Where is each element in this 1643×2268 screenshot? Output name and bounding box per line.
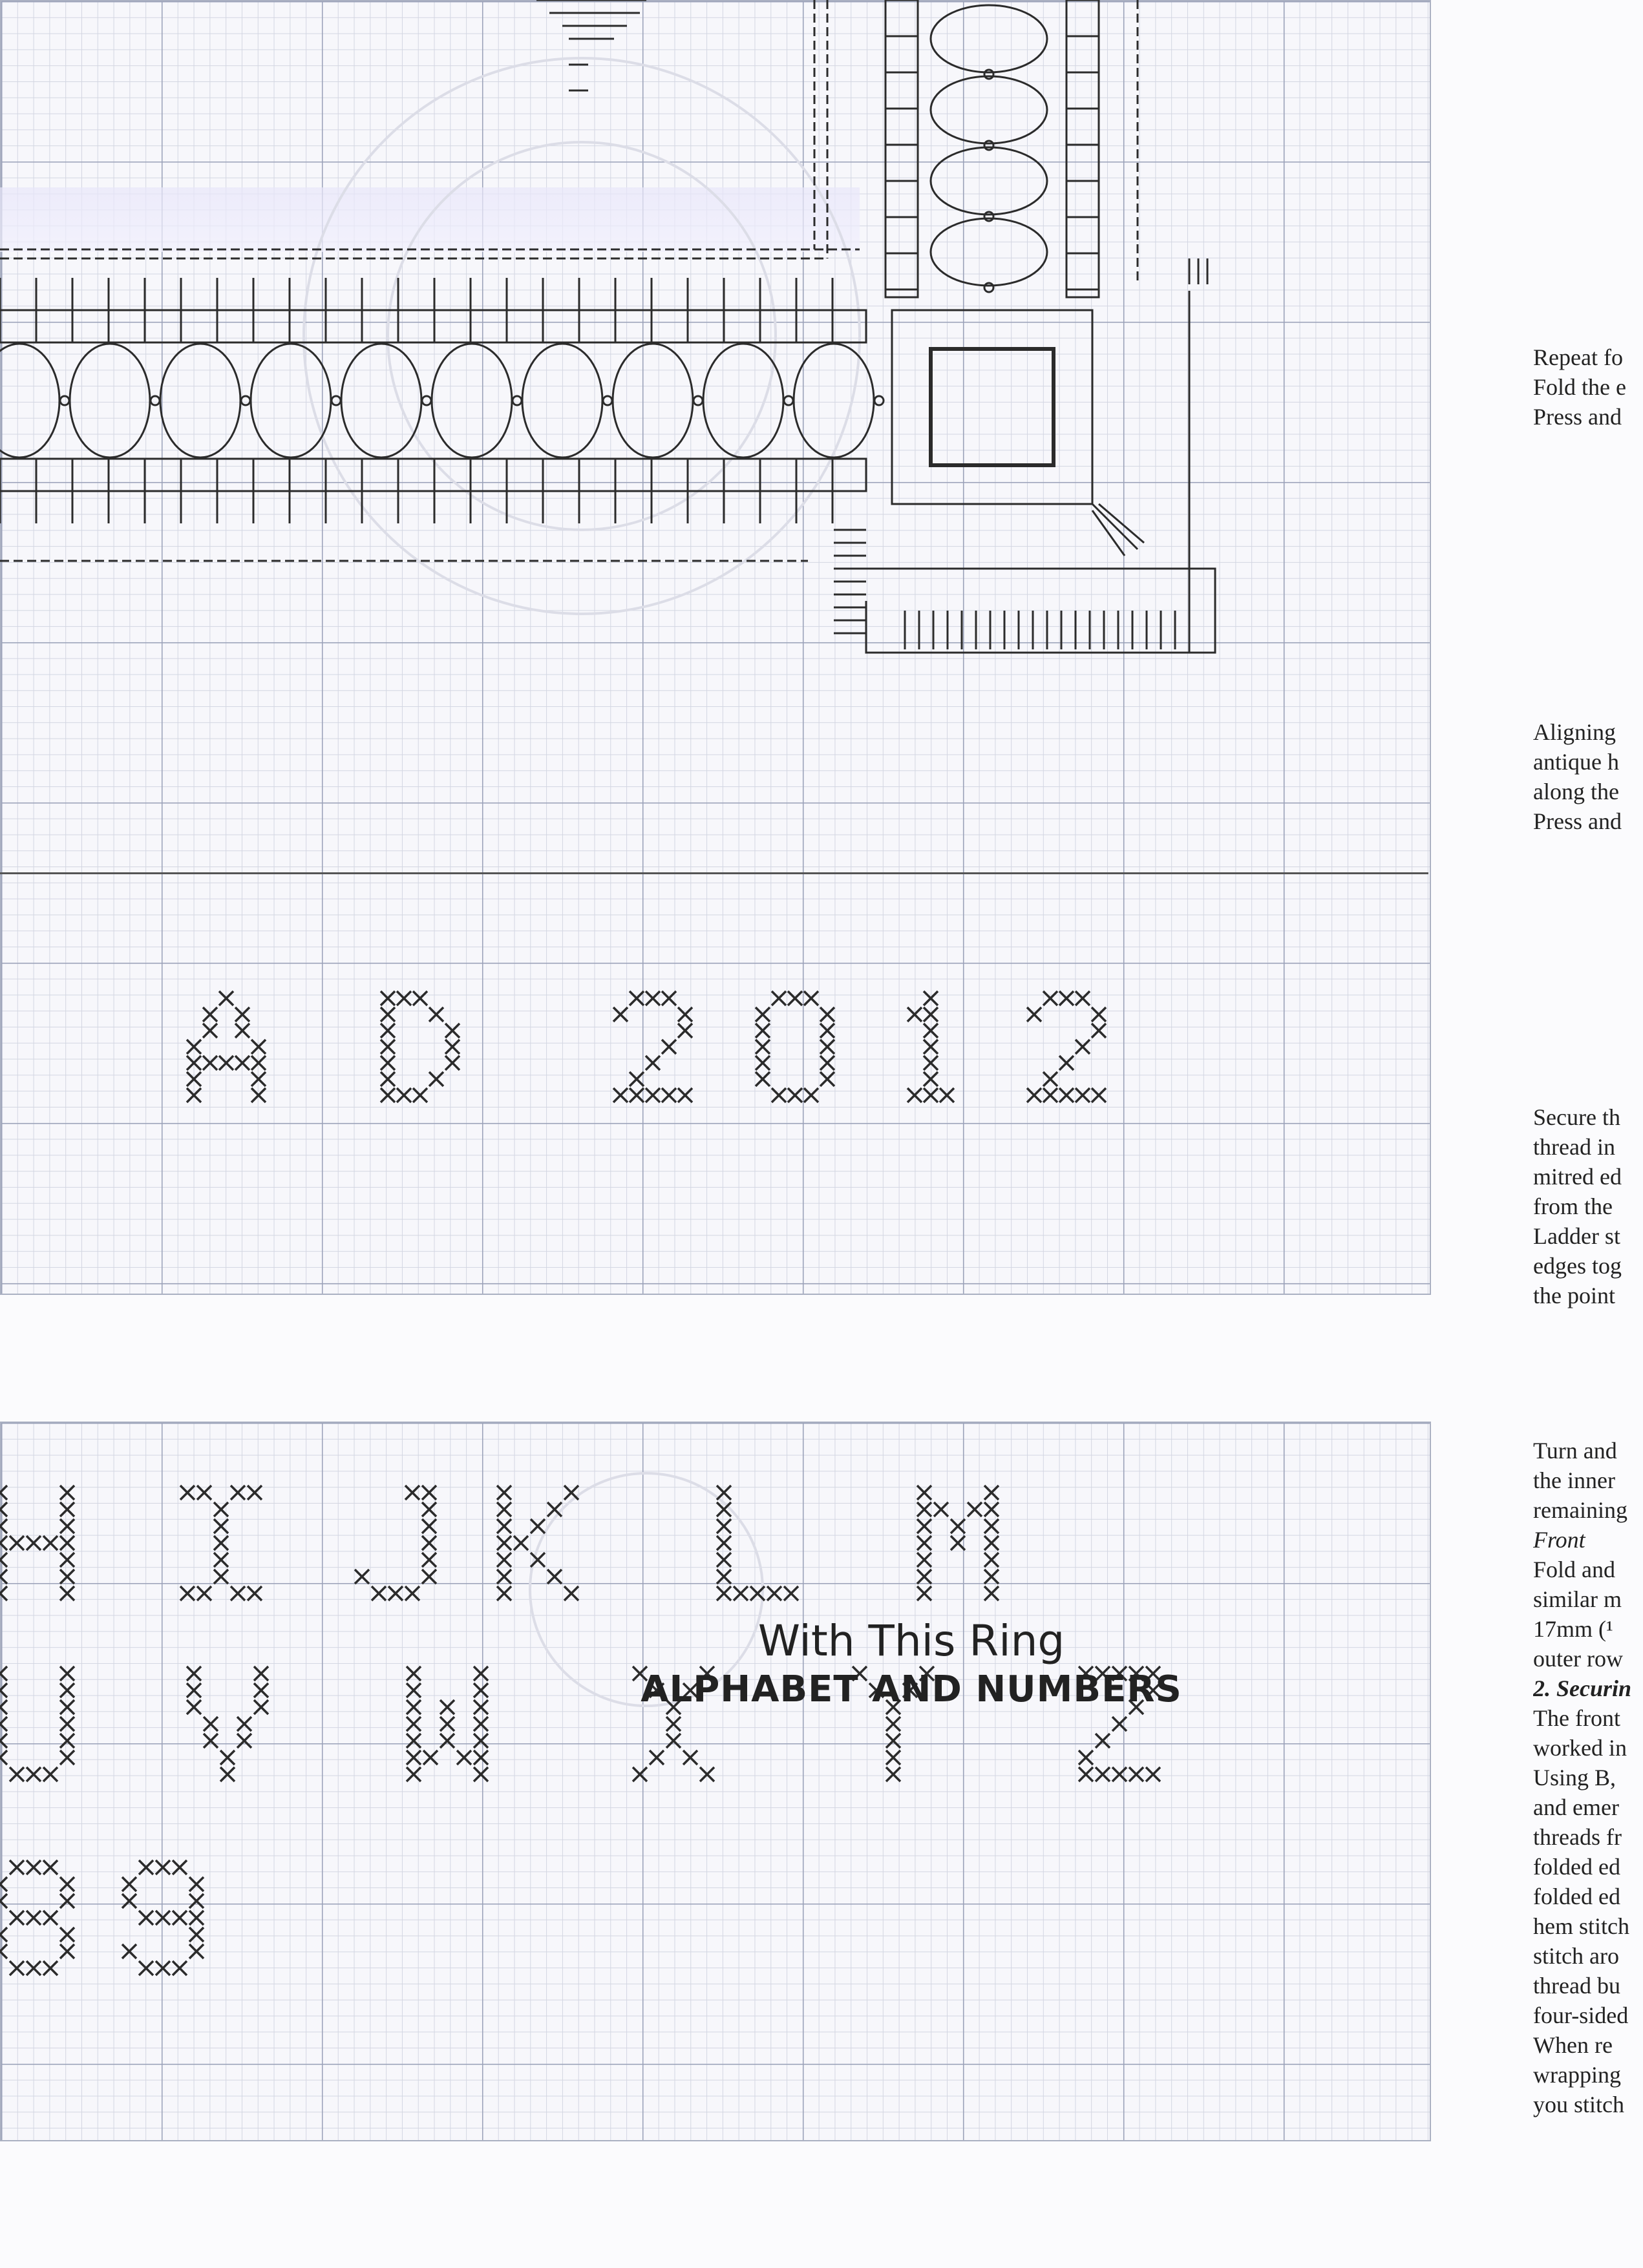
- chain-link: [241, 396, 250, 405]
- stitch-glyph: [355, 1486, 436, 1601]
- chart-caption: [569, 1615, 1254, 1712]
- front-heading: Front: [1533, 1527, 1585, 1553]
- stitch-glyph: [187, 991, 266, 1102]
- chain-oval: [251, 344, 331, 457]
- chain-link: [984, 141, 993, 150]
- chain-link: [332, 396, 341, 405]
- stitch-glyph: [407, 1666, 488, 1781]
- instruction-block-3: Secure th thread in mitred ed from the Ladder st edges tog the point: [1533, 1104, 1622, 1308]
- securing-heading: 2. Securin: [1533, 1675, 1632, 1701]
- stitch-glyph: [917, 1486, 999, 1601]
- instruction-block-2: Aligning antique h along the Press and: [1533, 719, 1622, 834]
- chain-link: [151, 396, 160, 405]
- chain-oval: [613, 344, 693, 457]
- chain-oval: [794, 344, 874, 457]
- stitch-glyph: [381, 991, 460, 1102]
- chain-oval: [522, 344, 602, 457]
- chain-oval: [70, 344, 150, 457]
- chain-link: [874, 396, 884, 405]
- caption-subtitle: ALPHABET AND NUMBERS: [641, 1668, 1182, 1710]
- show-through-motif: [304, 58, 860, 1706]
- stitch-glyph: [0, 1666, 74, 1781]
- chain-link: [984, 212, 993, 221]
- stitch-letters: [0, 991, 1160, 1975]
- chain-oval: [703, 344, 783, 457]
- chain-oval: [341, 344, 421, 457]
- chain-oval: [0, 344, 59, 457]
- stitch-glyph: [717, 1486, 798, 1601]
- stitch-glyph: [0, 1860, 74, 1975]
- stitch-glyph: [1027, 991, 1106, 1102]
- chain-oval: [931, 147, 1047, 215]
- chain-oval: [432, 344, 512, 457]
- chain-link: [60, 396, 69, 405]
- chain-oval: [931, 5, 1047, 72]
- stitch-glyph: [907, 991, 954, 1102]
- chain-link: [422, 396, 431, 405]
- stitch-glyph: [613, 991, 692, 1102]
- chain-oval: [160, 344, 240, 457]
- chain-oval: [931, 218, 1047, 286]
- stitch-glyph: [756, 991, 834, 1102]
- chain-link: [513, 396, 522, 405]
- chain-link: [694, 396, 703, 405]
- stitch-glyph: [122, 1860, 204, 1975]
- chain-link: [984, 283, 993, 292]
- stitch-glyph: [497, 1486, 578, 1601]
- chain-link: [603, 396, 612, 405]
- stitch-glyph: [180, 1486, 262, 1601]
- ladder-ticks: [0, 0, 1207, 649]
- chain-link: [984, 70, 993, 79]
- instruction-block-1: Repeat fo Fold the e Press and: [1533, 344, 1626, 430]
- chain-oval: [931, 76, 1047, 143]
- border-frame: [0, 0, 1215, 653]
- stitch-glyph: [0, 1486, 74, 1601]
- chain-link: [784, 396, 793, 405]
- caption-title: With This Ring: [758, 1616, 1065, 1666]
- stitch-glyph: [187, 1666, 268, 1781]
- instruction-block-4: Turn and the inner remaining Front Fold and similar m 17mm (¹ outer row 2. Securin The front worked in Using B, and emer threads fr folded ed folded ed hem stitch stitch aro thread bu four-sided When re wrapping you stitch: [1533, 1436, 1643, 2119]
